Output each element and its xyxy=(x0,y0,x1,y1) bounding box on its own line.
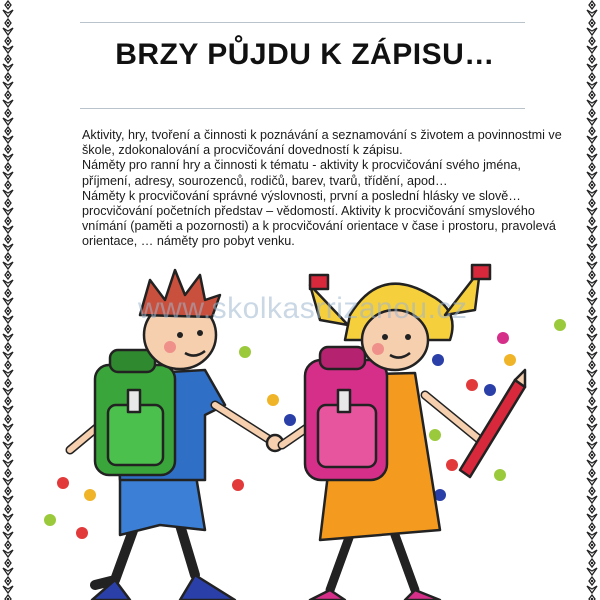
top-rule xyxy=(80,22,525,23)
title-rule xyxy=(80,108,525,109)
paragraph-2: Náměty pro ranní hry a činnosti k tématu - aktivity k procvičování svého jména, příjmení, adresy, sourozenců, rodičů, barev, tvarů, třídění, apod… xyxy=(82,158,521,188)
page-title: BRZY PŮJDU K ZÁPISU… xyxy=(115,38,495,71)
watermark: www.skolkasrrizanou.cz xyxy=(138,292,468,325)
paragraph-3: Náměty k procvičování správné výslovnosti, první a poslední hlásky ve slově…procvičování početních představ – vědomostí. Aktivity k procvičování smyslového vnímání (paměti a pozornosti) a k procvičování orientace v čase i prostoru, pravolevá orientace, … náměty pro pobyt venku. xyxy=(82,188,556,249)
paragraph-1: Aktivity, hry, tvoření a činnosti k poznávání a seznamování s životem a povinnostmi ve škole, zdokonalování a procvičování dovedností k zápisu. xyxy=(82,128,562,158)
description-text xyxy=(82,128,570,250)
decorative-border-left xyxy=(0,0,16,600)
decorative-border-right xyxy=(584,0,600,600)
